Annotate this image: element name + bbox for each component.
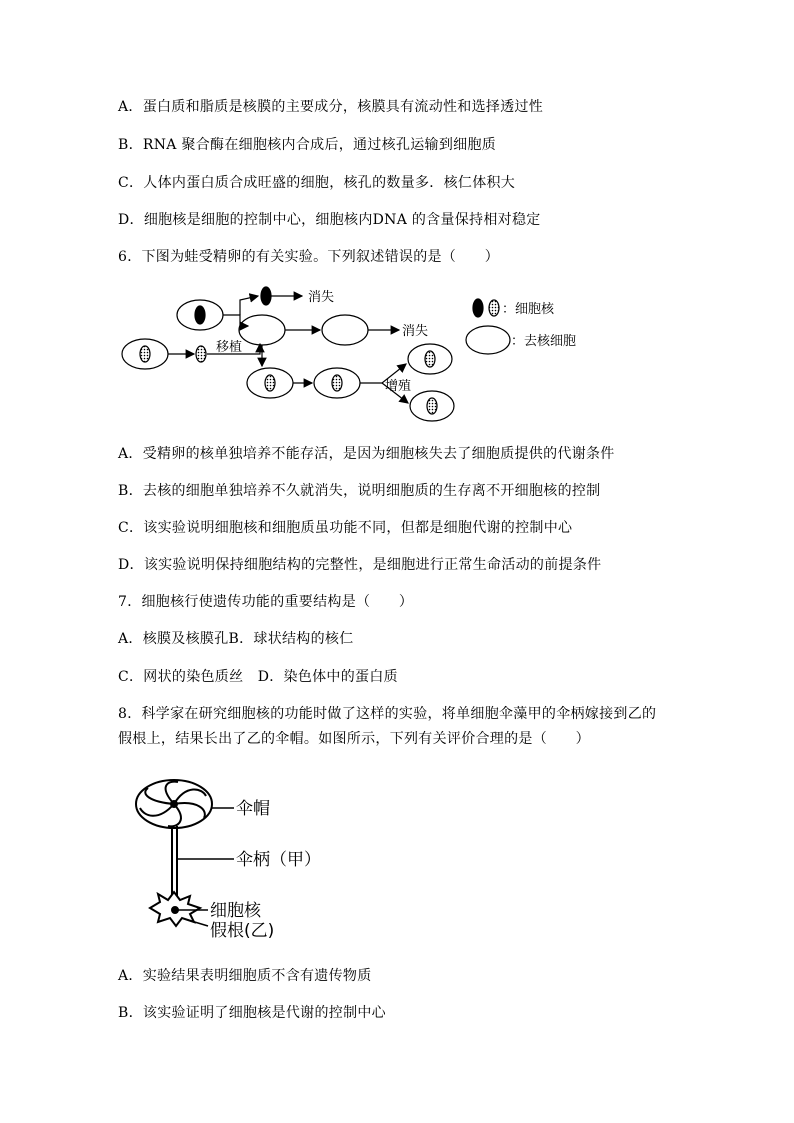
q5-option-d: D．细胞核是细胞的控制中心，细胞核内DNA 的含量保持相对稳定 bbox=[118, 212, 541, 228]
isolated-nucleus-icon bbox=[261, 287, 271, 305]
nucleus-dot-icon bbox=[172, 907, 178, 913]
stalk-label: 伞柄（甲） bbox=[236, 850, 321, 870]
frog-egg-experiment-diagram bbox=[110, 282, 610, 430]
q8-option-b: B．该实验证明了细胞核是代谢的控制中心 bbox=[118, 1005, 386, 1021]
q8-option-a: A．实验结果表明细胞质不含有遗传物质 bbox=[118, 968, 372, 984]
q6-option-a: A．受精卵的核单独培养不能存活，是因为细胞核失去了细胞质提供的代谢条件 bbox=[118, 446, 615, 462]
q5-option-c: C．人体内蛋白质合成旺盛的细胞，核孔的数量多．核仁体积大 bbox=[118, 175, 516, 191]
enucleated-cell bbox=[239, 315, 285, 345]
disappear-label-mid: 消失 bbox=[402, 324, 429, 339]
dark-nucleus-icon bbox=[195, 306, 205, 324]
q6-option-c: C．该实验说明细胞核和细胞质虽功能不同，但都是细胞代谢的控制中心 bbox=[118, 520, 573, 536]
q6-option-d: D．该实验说明保持细胞结构的完整性，是细胞进行正常生命活动的前提条件 bbox=[118, 557, 602, 573]
q5-option-b: B．RNA 聚合酶在细胞核内合成后，通过核孔运输到细胞质 bbox=[118, 137, 497, 153]
legend-enucleated-cell-icon bbox=[466, 326, 510, 354]
q7-stem: 7．细胞核行使遗传功能的重要结构是（ ） bbox=[118, 594, 414, 610]
q5-option-a: A．蛋白质和脂质是核膜的主要成分，核膜具有流动性和选择透过性 bbox=[118, 99, 544, 115]
legend-nucleus-label: ：细胞核 bbox=[502, 302, 555, 317]
legend-enucleated-label: ：去核细胞 bbox=[511, 334, 577, 349]
dotted-nucleus-icon bbox=[196, 346, 206, 362]
nucleus-label: 细胞核 bbox=[210, 901, 261, 921]
q6-stem: 6．下图为蛙受精卵的有关实验。下列叙述错误的是（ ） bbox=[118, 249, 500, 265]
transplant-label: 移植 bbox=[216, 340, 243, 355]
q6-option-b: B．去核的细胞单独培养不久就消失，说明细胞质的生存离不开细胞核的控制 bbox=[118, 483, 601, 499]
cap-label: 伞帽 bbox=[236, 799, 270, 819]
q8-stem-line2: 假根上，结果长出了乙的伞帽。如图所示，下列有关评价合理的是（ ） bbox=[118, 731, 590, 747]
q8-stem-line1: 8．科学家在研究细胞核的功能时做了这样的实验，将单细胞伞藻甲的伞柄嫁接到乙的 bbox=[118, 706, 657, 722]
legend-dotted-nucleus-icon bbox=[489, 300, 499, 316]
q7-options-line1: A．核膜及核膜孔B．球状结构的核仁 bbox=[118, 631, 354, 647]
legend-dark-nucleus-icon bbox=[473, 299, 483, 317]
enucleated-cell-2 bbox=[322, 315, 368, 345]
acetabularia-graft-diagram bbox=[128, 776, 358, 944]
proliferate-label: 增殖 bbox=[385, 379, 412, 394]
q7-options-line2: C．网状的染色质丝 D．染色体中的蛋白质 bbox=[118, 669, 398, 685]
disappear-label-top: 消失 bbox=[308, 290, 335, 305]
rhizoid-label: 假根(乙) bbox=[210, 921, 275, 941]
